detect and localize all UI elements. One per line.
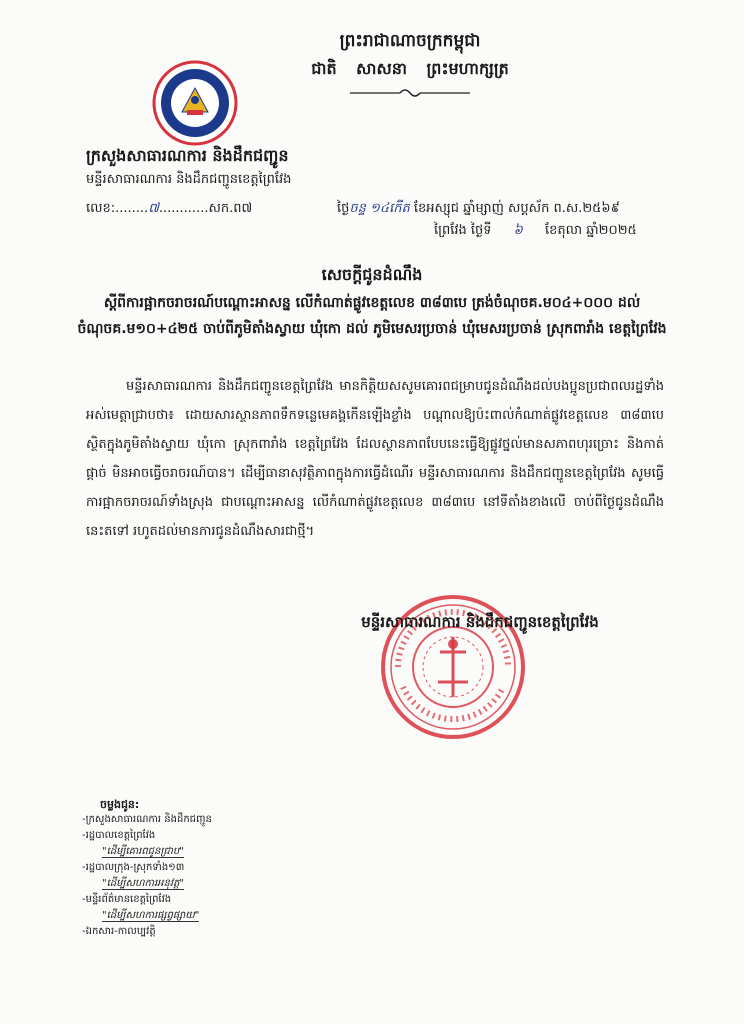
ornament-divider [330,86,490,100]
kingdom-heading: ព្រះរាជាណាចក្រកម្ពុជា [339,31,481,51]
cc-item-purpose-text: "ដើម្បីសហការផ្សព្វផ្សាយ" [102,910,200,921]
solar-date-day-handwritten: ៦ [513,223,523,238]
document-title: សេចក្តីជូនដំណឹង [321,265,423,284]
cc-item: -ក្រសួងសាធារណការ និងដឹកជញ្ជូន [82,814,212,825]
cc-item-purpose-text: "ដើម្បីគោរពជូនជ្រាប" [102,846,184,857]
cc-item: -រដ្ឋបាលខេត្តព្រៃវែង [82,830,156,841]
ref-suffix: ............សក.ព៧ [158,201,253,216]
cc-item-purpose-text: "ដើម្បីសហការអនុវត្ត" [102,878,185,889]
signer-title: មន្ទីរសាធារណការ និងដឹកជញ្ជូនខេត្តព្រៃវែង [361,613,599,631]
lunar-date-rest: ខែអស្សុជ ឆ្នាំម្សាញ់ សប្តស័ក ព.ស.២៥៦៩ [413,201,620,216]
ministry-name: ក្រសួងសាធារណការ និងដឹកជញ្ជូន [86,146,289,165]
department-name: មន្ទីរសាធារណការ និងដឹកជញ្ជូនខេត្តព្រៃវែង [86,172,292,187]
national-motto: ជាតិ សាសនា ព្រះមហាក្សត្រ [311,59,509,78]
cc-item-purpose [82,844,212,860]
cc-heading: ចម្លងជូន: [100,798,140,811]
solar-date [434,222,637,241]
lunar-date [337,200,620,219]
ref-number-handwritten: ៧ [148,201,159,216]
cc-item: -ឯកសារ-កាលប្បវត្តិ [82,926,156,937]
document-subject: ស្តីពីការផ្អាកចរាចរណ៍បណ្តោះអាសន្ន លើកំណាត់ផ្លូវខេត្តលេខ ៣៨៣បេ ត្រង់ចំណុចគ.ម០៤+០០០ ដល់ចំណុចគ.ម១០+៤២៥ ចាប់ពីភូមិតាំងស្វាយ ឃុំកោ ដល់ ភូមិមេសរប្រចាន់ ឃុំមេសរប្រចាន់ ស្រុកពារាំង ខេត្តព្រៃវែង [77,295,667,337]
cc-list [82,812,212,940]
reference-number [86,200,252,219]
ref-prefix: លេខ:........ [86,201,149,216]
lunar-date-prefix: ថ្ងៃ [337,201,350,216]
solar-date-prefix: ព្រៃវែង ថ្ងៃទី [434,223,492,238]
body-paragraph: មន្ទីរសាធារណការ និងដឹកជញ្ជូនខេត្តព្រៃវែង មានកិត្តិយសសូមគោរពជម្រាបជូនដំណឹងដល់បងប្អូនប្រជាពលរដ្ឋទាំងអស់មេត្តាជ្រាបថា៖ ដោយសារស្ថានភាពទឹកទន្លេមេគង្គកើនឡើងខ្លាំង បណ្តាលឱ្យប៉ះពាល់កំណាត់ផ្លូវខេត្តលេខ ៣៨៣បេ ស្ថិតក្នុងភូមិតាំងស្វាយ ឃុំកោ ស្រុកពារាំង ខេត្តព្រៃវែង ដែលស្ថានភាពបែបនេះធ្វើឱ្យផ្លូវថ្នល់មានសភាពហុរច្រោះ និងកាត់ផ្តាច់ មិនអាចធ្វើចរាចរណ៍បាន។ ដើម្បីធានាសុវត្ថិភាពក្នុងការធ្វើដំណើរ មន្ទីរសាធារណការ និងដឹកជញ្ជូនខេត្តព្រៃវែង សូមធ្វើការផ្អាកចរាចរណ៍ទាំងស្រុង ជាបណ្តោះអាសន្ន លើកំណាត់ផ្លូវខេត្តលេខ ៣៨៣បេ នៅទីតាំងខាងលើ ចាប់ពីថ្ងៃជូនដំណឹងនេះតទៅ រហូតដល់មានការជូនដំណឹងសារជាថ្មី។ [86,379,664,539]
cc-item-purpose [82,908,212,924]
lunar-date-handwritten: ចន្ទ ១៤កើត [349,201,410,216]
cc-item: -រដ្ឋបាលក្រុង-ស្រុកទាំង១៣ [82,862,185,873]
solar-date-rest: ខែតុលា ឆ្នាំ២០២៥ [545,223,637,238]
ministry-logo [152,60,238,146]
cc-item: -មន្ទីរព័ត៌មានខេត្តព្រៃវែង [82,894,172,905]
cc-item-purpose [82,876,212,892]
